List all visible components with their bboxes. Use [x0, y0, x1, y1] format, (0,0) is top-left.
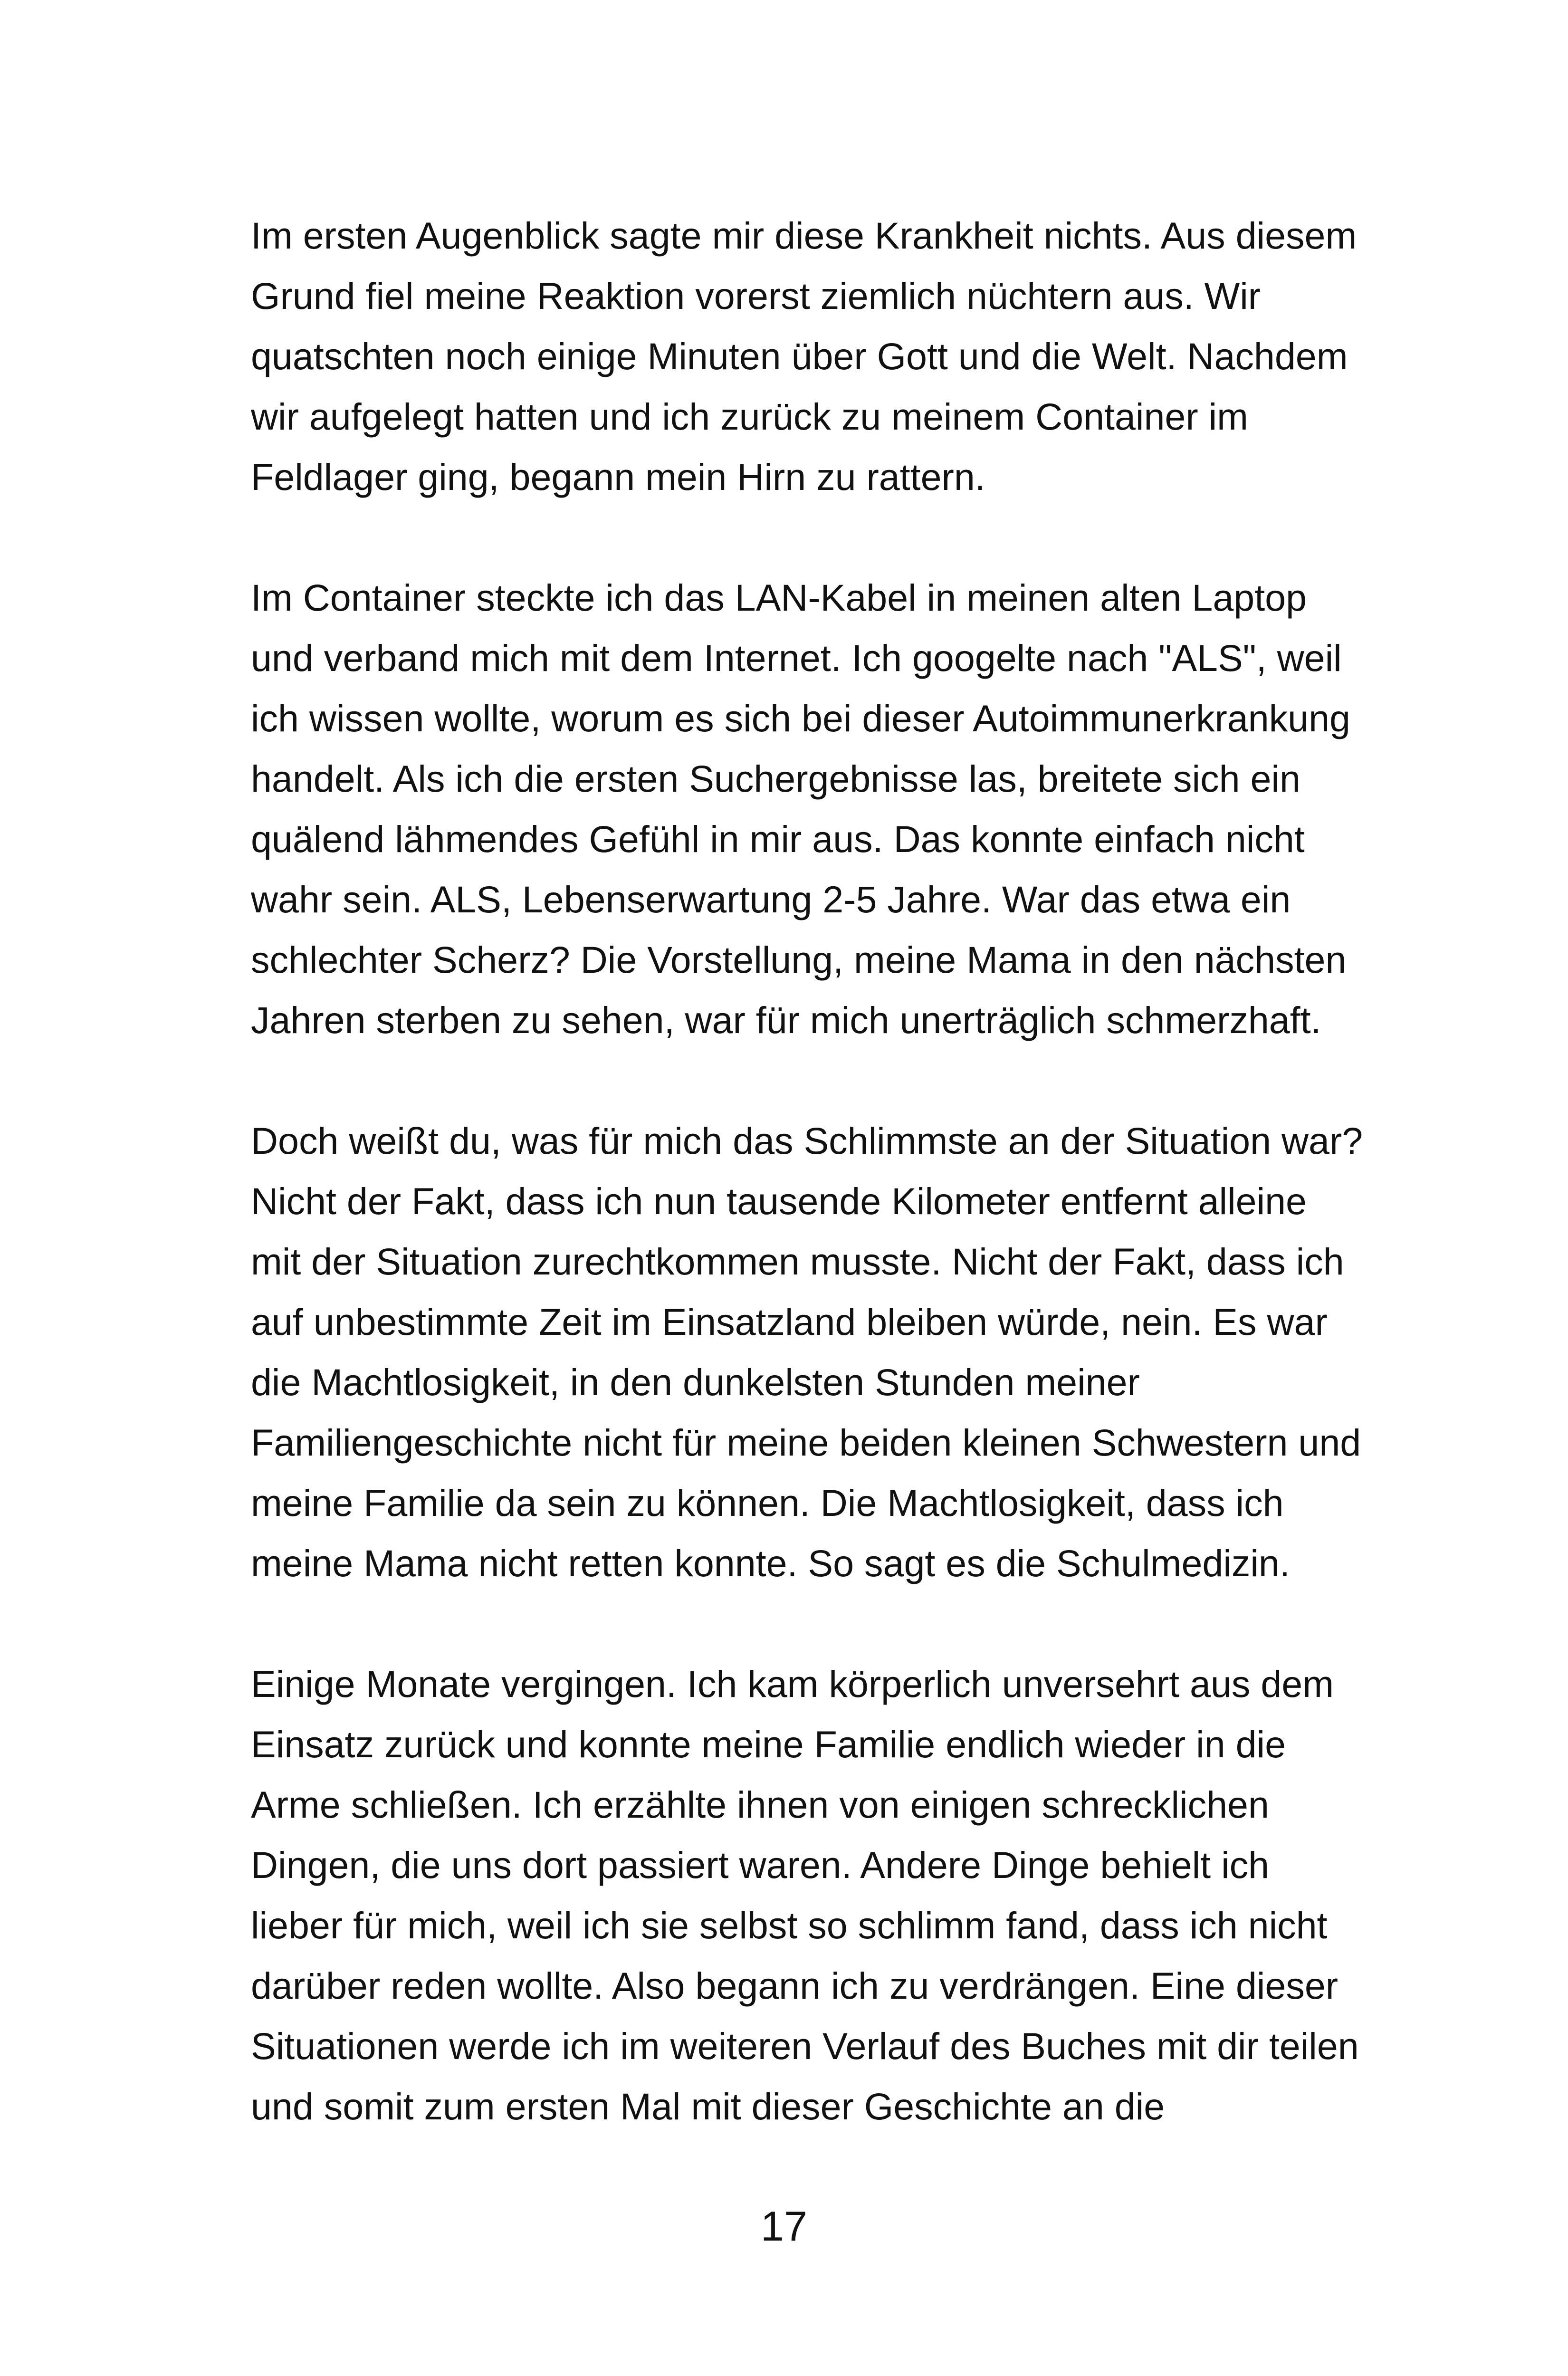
text-line: Arme schließen. Ich erzählte ihnen von einigen schrecklichen	[251, 1783, 1269, 1826]
text-line: die Machtlosigkeit, in den dunkelsten Stunden meiner	[251, 1361, 1140, 1403]
text-line: Jahren sterben zu sehen, war für mich unerträglich schmerzhaft.	[251, 999, 1321, 1041]
text-line: meine Mama nicht retten konnte. So sagt es die Schulmedizin.	[251, 1542, 1290, 1584]
paragraph-2	[251, 567, 1439, 1050]
text-line: und verband mich mit dem Internet. Ich googelte nach "ALS", weil	[251, 637, 1342, 679]
paragraph-3	[251, 1111, 1439, 1593]
text-line: Einige Monate vergingen. Ich kam körperlich unversehrt aus dem	[251, 1663, 1334, 1705]
text-line: quatschten noch einige Minuten über Gott und die Welt. Nachdem	[251, 335, 1348, 377]
text-line: schlechter Scherz? Die Vorstellung, meine Mama in den nächsten	[251, 939, 1347, 981]
text-line: ich wissen wollte, worum es sich bei dieser Autoimmunerkrankung	[251, 697, 1350, 739]
page-number: 17	[761, 2203, 807, 2250]
paragraph-1	[251, 205, 1439, 507]
text-line: Im Container steckte ich das LAN-Kabel in meinen alten Laptop	[251, 576, 1307, 619]
text-line: wir aufgelegt hatten und ich zurück zu meinem Container im	[251, 395, 1248, 438]
text-line: wahr sein. ALS, Lebenserwartung 2-5 Jahre. War das etwa ein	[251, 878, 1291, 920]
text-line: und somit zum ersten Mal mit dieser Geschichte an die	[251, 2085, 1165, 2127]
text-line: lieber für mich, weil ich sie selbst so schlimm fand, dass ich nicht	[251, 1904, 1328, 1946]
text-line: Familiengeschichte nicht für meine beiden kleinen Schwestern und	[251, 1421, 1361, 1464]
text-line: Situationen werde ich im weiteren Verlauf des Buches mit dir teilen	[251, 2025, 1359, 2067]
text-line: Doch weißt du, was für mich das Schlimmste an der Situation war?	[251, 1120, 1363, 1162]
text-line: meine Familie da sein zu können. Die Machtlosigkeit, dass ich	[251, 1482, 1284, 1524]
text-line: auf unbestimmte Zeit im Einsatzland bleiben würde, nein. Es war	[251, 1301, 1328, 1343]
paragraph-4	[251, 1654, 1439, 2136]
text-line: darüber reden wollte. Also begann ich zu verdrängen. Eine dieser	[251, 1964, 1339, 2007]
body-text	[251, 205, 1439, 2197]
text-line: Nicht der Fakt, dass ich nun tausende Kilometer entfernt alleine	[251, 1180, 1307, 1222]
text-line: mit der Situation zurechtkommen musste. Nicht der Fakt, dass ich	[251, 1240, 1344, 1283]
text-line: quälend lähmendes Gefühl in mir aus. Das konnte einfach nicht	[251, 818, 1305, 860]
text-line: Dingen, die uns dort passiert waren. Andere Dinge behielt ich	[251, 1844, 1270, 1886]
text-line: handelt. Als ich die ersten Suchergebnisse las, breitete sich ein	[251, 757, 1300, 800]
text-line: Im ersten Augenblick sagte mir diese Krankheit nichts. Aus diesem	[251, 214, 1357, 257]
text-line: Grund fiel meine Reaktion vorerst ziemlich nüchtern aus. Wir	[251, 275, 1261, 317]
text-line: Feldlager ging, begann mein Hirn zu rattern.	[251, 456, 985, 498]
text-line: Einsatz zurück und konnte meine Familie endlich wieder in die	[251, 1723, 1286, 1765]
